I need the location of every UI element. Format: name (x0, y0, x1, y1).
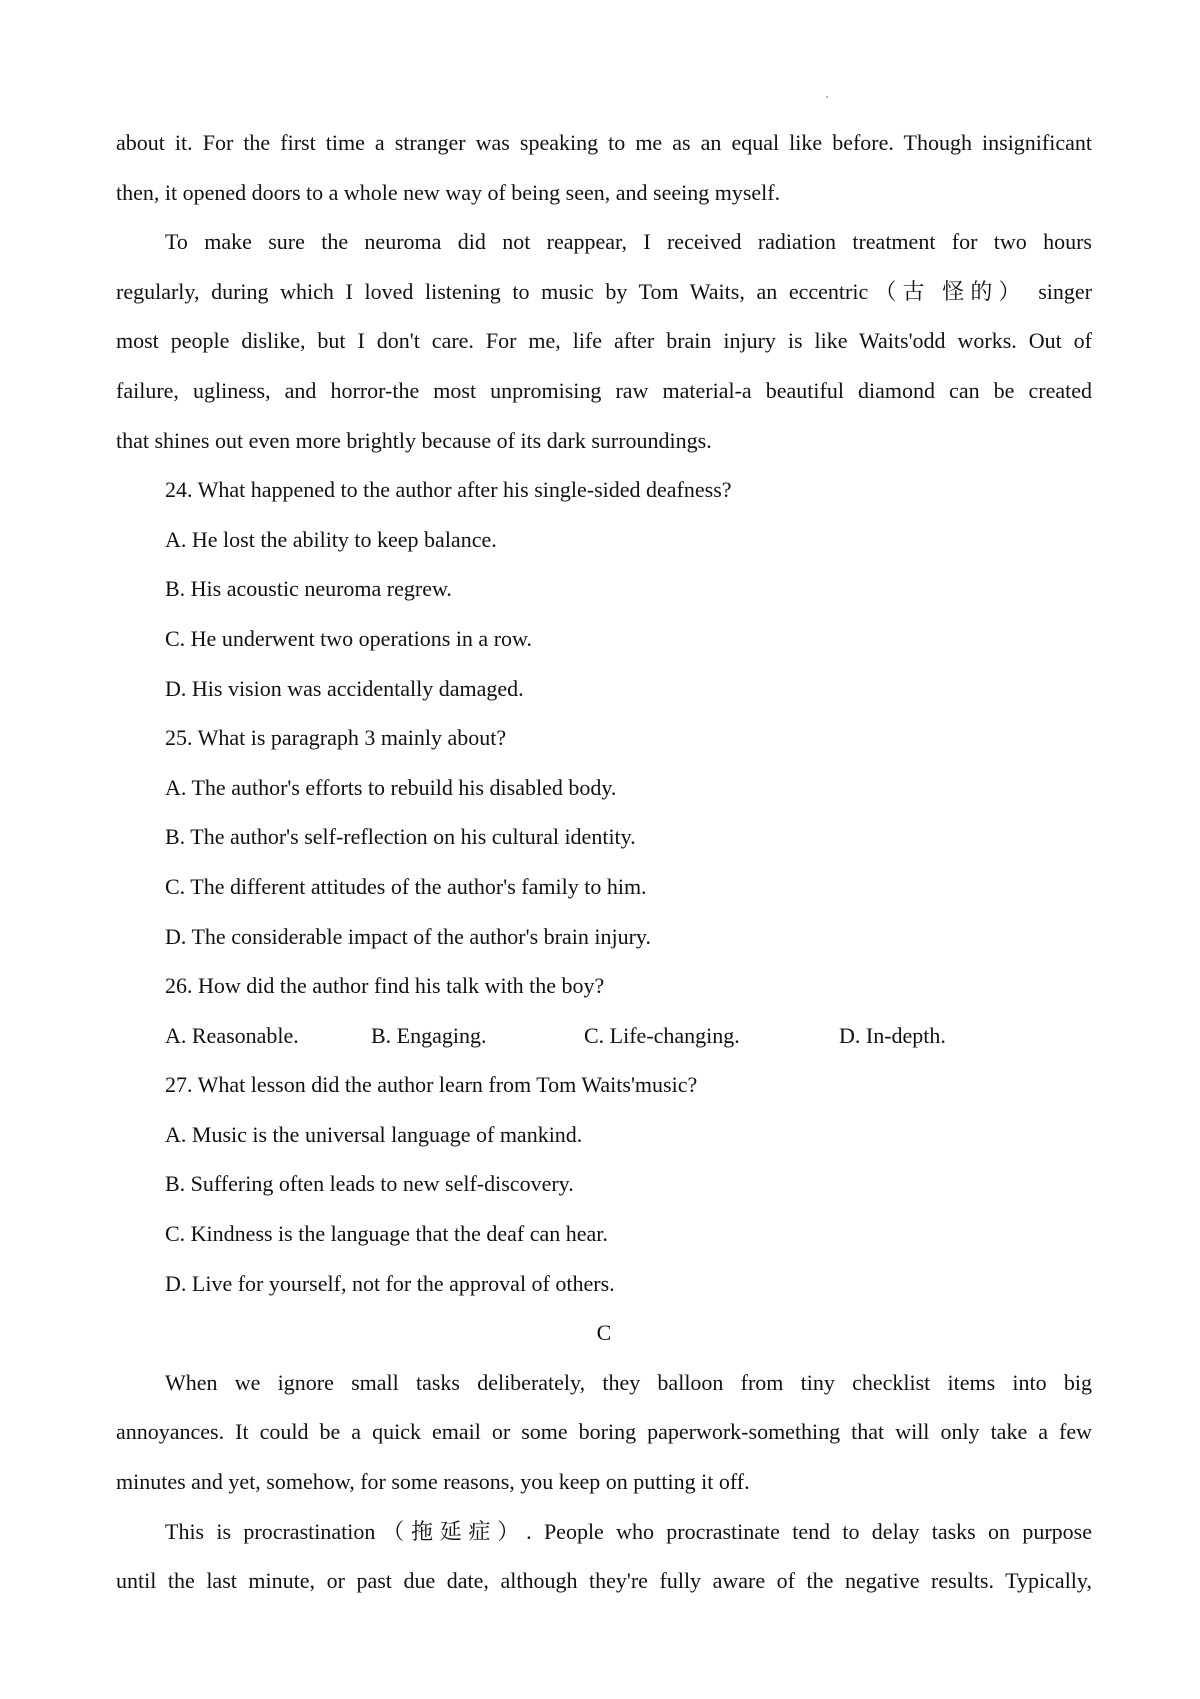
question-option: B. His acoustic neuroma regrew. (165, 576, 452, 602)
passage-c-line: until the last minute, or past due date, although they're fully aware of the negative results. Typically, (116, 1568, 1092, 1594)
scan-speck (826, 96, 828, 98)
passage-c-line: This is procrastination（拖延症）. People who procrastinate tend to delay tasks on purpose (165, 1518, 1092, 1544)
question-option: B. The author's self-reflection on his cultural identity. (165, 824, 636, 850)
passage-b-line: that shines out even more brightly because of its dark surroundings. (116, 427, 712, 453)
passage-c-line: When we ignore small tasks deliberately, they balloon from tiny checklist items into big (165, 1369, 1092, 1395)
question-option: A. Music is the universal language of mankind. (165, 1121, 583, 1147)
question-option: C. The different attitudes of the author's family to him. (165, 873, 647, 899)
question-option: D. In-depth. (839, 1022, 946, 1048)
exam-page (116, 118, 1092, 1606)
passage-c-line: minutes and yet, somehow, for some reasons, you keep on putting it off. (116, 1469, 750, 1495)
question-option: C. He underwent two operations in a row. (165, 625, 532, 651)
question-option: A. Reasonable. (165, 1022, 299, 1048)
passage-b-line: about it. For the first time a stranger was speaking to me as an equal like before. Though insignificant (116, 130, 1092, 155)
question-option: A. The author's efforts to rebuild his disabled body. (165, 774, 617, 800)
question-option: A. He lost the ability to keep balance. (165, 526, 497, 552)
question-option: D. The considerable impact of the author's brain injury. (165, 923, 651, 949)
question-option: D. Live for yourself, not for the approval of others. (165, 1270, 615, 1296)
question-stem: 24. What happened to the author after his single-sided deafness? (165, 477, 732, 503)
section-heading: C (596, 1320, 612, 1346)
passage-b-line: failure, ugliness, and horror-the most unpromising raw material-a beautiful diamond can be created (116, 377, 1092, 403)
passage-c-line: annoyances. It could be a quick email or some boring paperwork-something that will only take a few (116, 1419, 1092, 1445)
question-option: C. Kindness is the language that the deaf can hear. (165, 1221, 608, 1247)
question-stem: 27. What lesson did the author learn from Tom Waits'music? (165, 1072, 698, 1098)
question-option: C. Life-changing. (584, 1022, 740, 1048)
passage-b-line: To make sure the neuroma did not reappear, I received radiation treatment for two hours (165, 229, 1092, 255)
passage-b-line: regularly, during which I loved listening to music by Tom Waits, an eccentric（古 怪的） singer (116, 278, 1092, 304)
question-stem: 25. What is paragraph 3 mainly about? (165, 725, 507, 751)
question-option: D. His vision was accidentally damaged. (165, 675, 524, 701)
question-option: B. Engaging. (371, 1022, 487, 1048)
question-option: B. Suffering often leads to new self-discovery. (165, 1171, 574, 1197)
question-options-row (116, 1011, 1092, 1061)
passage-b-line: then, it opened doors to a whole new way of being seen, and seeing myself. (116, 179, 781, 205)
passage-b-line: most people dislike, but I don't care. For me, life after brain injury is like Waits'odd works. Out of (116, 328, 1092, 354)
question-stem: 26. How did the author find his talk with the boy? (165, 973, 605, 999)
